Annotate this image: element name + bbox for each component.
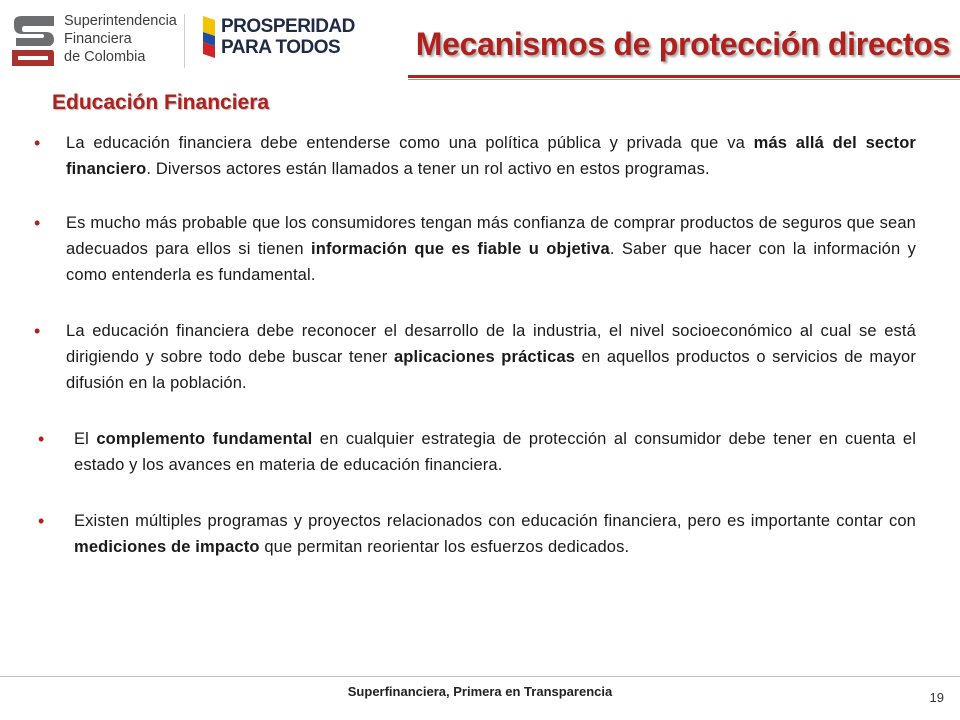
bullet-text-part: El — [74, 430, 97, 448]
bullet-text — [66, 318, 916, 396]
page-number: 19 — [929, 690, 944, 705]
bullet-text-part: La educación financiera debe reconocer el desarrollo de la industria, el nivel socioeconómico al cual se está dirigiendo y sobre todo debe buscar tener — [66, 322, 916, 366]
sfc-line-1: Superintendencia — [64, 13, 177, 29]
bullet-text — [74, 508, 916, 560]
bullet-icon: • — [38, 511, 45, 531]
bullet-emphasis: información que es fiable u objetiva — [311, 240, 610, 258]
slide-title: Mecanismos de protección directos — [415, 26, 950, 62]
bullet-text — [66, 130, 916, 182]
bullet-list — [34, 130, 916, 560]
title-underline — [408, 75, 960, 78]
bullet-icon: • — [34, 133, 41, 153]
prosperidad-wordmark — [221, 16, 355, 58]
prosperidad-logo — [201, 16, 355, 62]
bullet-text-part: en aquellos productos o servicios de mayor difusión en la población. — [66, 348, 916, 392]
bullet-text-part: que permitan reorientar los esfuerzos dedicados. — [259, 538, 630, 556]
bullet-emphasis: aplicaciones prácticas — [393, 348, 576, 366]
bullet-emphasis: complemento fundamental — [96, 430, 313, 448]
section-subtitle: Educación Financiera — [52, 91, 270, 114]
bullet-item — [34, 210, 916, 288]
bullet-item — [34, 130, 916, 182]
prosperidad-line-1: PROSPERIDAD — [221, 16, 355, 37]
bullet-text-part: . Saber que hacer con la información y como entenderla es fundamental. — [66, 240, 916, 284]
bullet-item — [34, 508, 916, 560]
bullet-icon: • — [34, 213, 41, 233]
bullet-text-part: Es mucho más probable que los consumidores tengan más confianza de comprar productos de seguros que sean adecuados para ellos si tienen — [66, 214, 916, 258]
prosperidad-line-2: PARA TODOS — [221, 37, 341, 58]
title-underline-shadow — [408, 79, 960, 80]
sfc-line-2: Financiera — [64, 31, 132, 47]
superfinanciera-wordmark — [64, 12, 177, 66]
bullet-emphasis: mediciones de impacto — [74, 538, 260, 556]
bullet-text — [66, 210, 916, 288]
bullet-item — [34, 426, 916, 478]
bullet-icon: • — [38, 429, 45, 449]
bullet-text-part: . Diversos actores están llamados a tener un rol activo en estos programas. — [146, 160, 710, 178]
footer-divider — [0, 676, 960, 677]
superfinanciera-logo — [8, 12, 183, 70]
superfinanciera-logo-mark-icon — [8, 14, 58, 68]
colombia-flag-icon — [201, 16, 217, 58]
bullet-item — [34, 318, 916, 396]
bullet-text-part: La educación financiera debe entenderse como una política pública y privada que va — [66, 134, 754, 152]
bullet-text-part: Existen múltiples programas y proyectos relacionados con educación financiera, pero es importante contar con — [74, 512, 916, 530]
footer-tagline: Superfinanciera, Primera en Transparencia — [347, 684, 613, 699]
bullet-text-part: en cualquier estrategia de protección al consumidor debe tener en cuenta el estado y los avances en materia de educación financiera. — [74, 430, 917, 474]
bullet-text — [74, 426, 916, 478]
bullet-icon: • — [34, 321, 41, 341]
bullet-emphasis: más allá del sector financiero — [66, 134, 917, 178]
logo-divider — [184, 14, 185, 68]
sfc-line-3: de Colombia — [64, 49, 146, 65]
